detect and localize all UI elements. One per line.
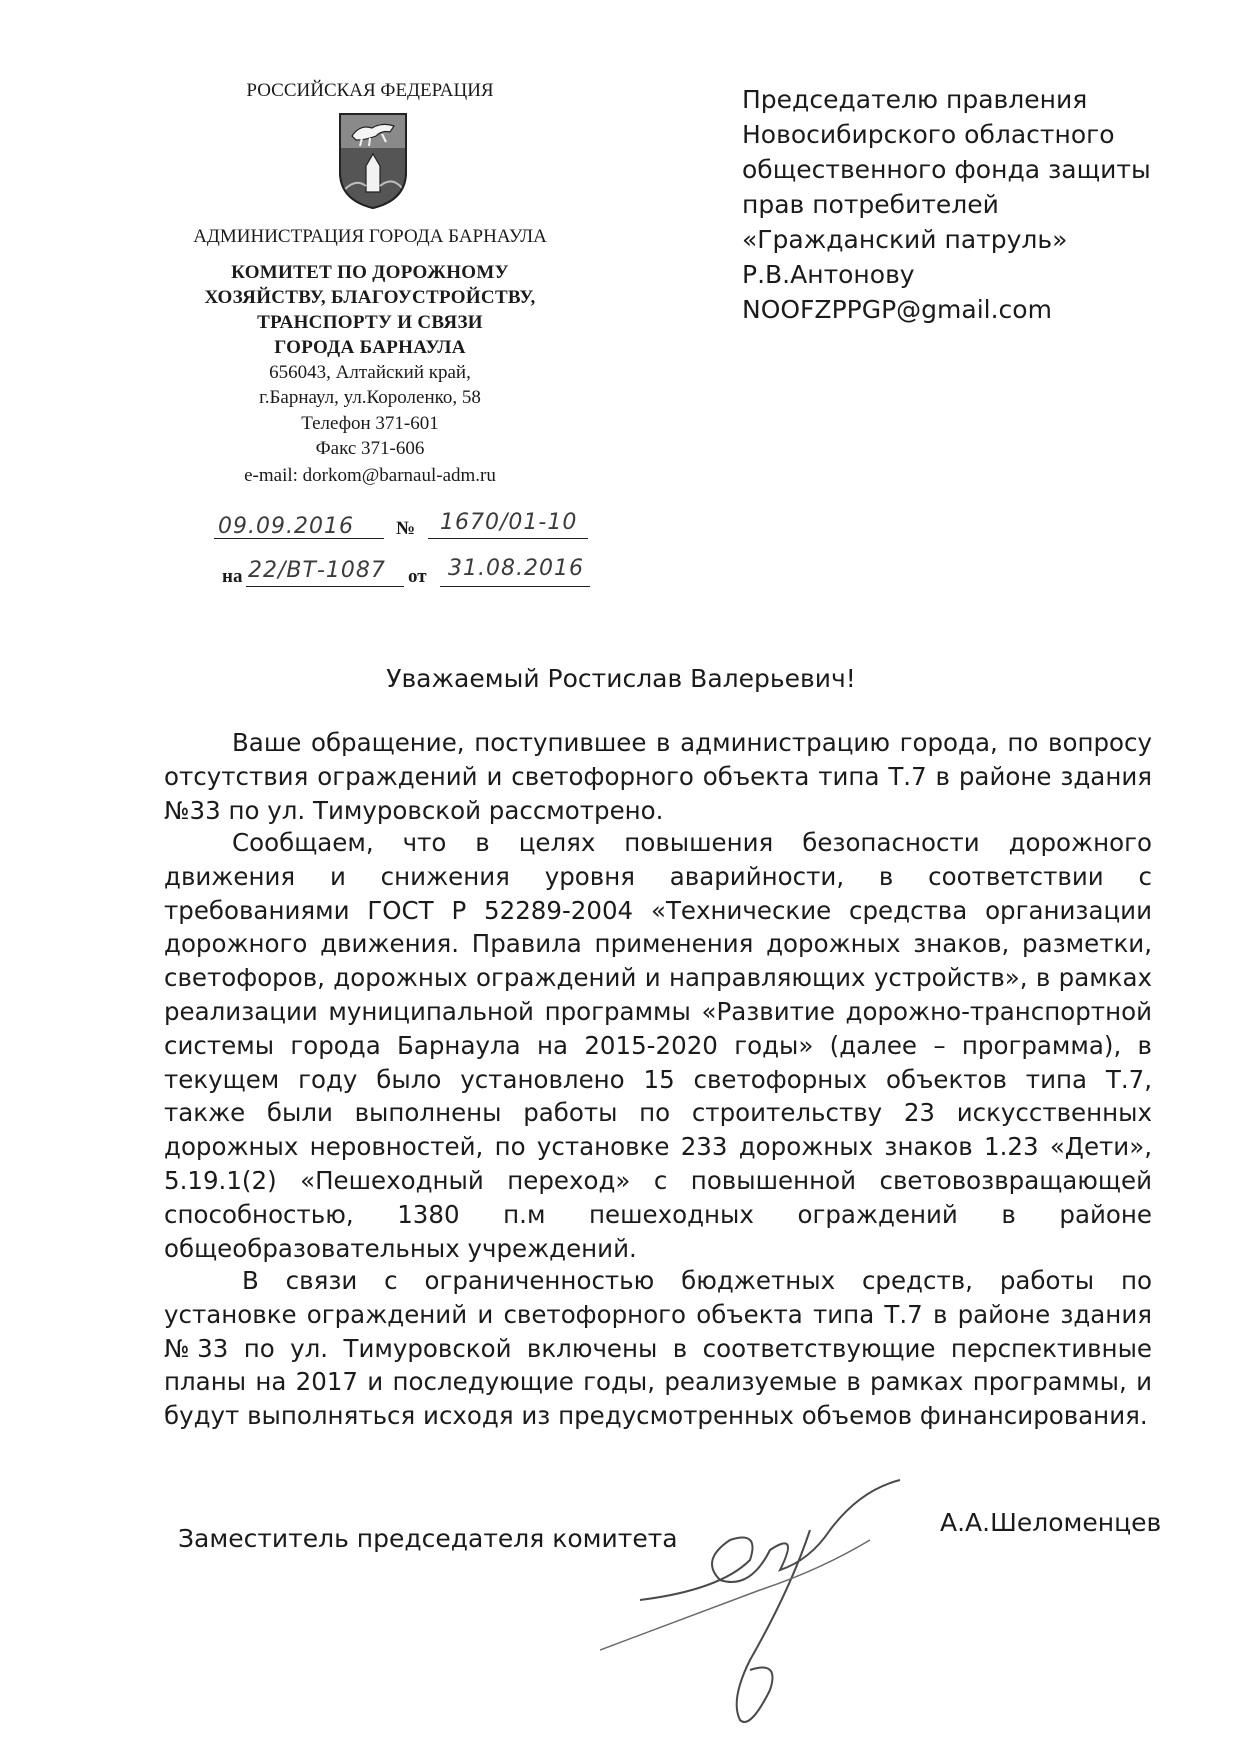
reply-label: на	[222, 566, 243, 587]
addressee-line: Новосибирского областного	[742, 120, 1115, 149]
letterhead-administration: АДМИНИСТРАЦИЯ ГОРОДА БАРНАУЛА	[193, 226, 547, 247]
letterhead-committee-line: ХОЗЯЙСТВУ, БЛАГОУСТРОЙСТВУ,	[204, 287, 536, 308]
addressee-line: общественного фонда защиты	[742, 155, 1151, 184]
reply-date-underline	[440, 586, 590, 587]
salutation: Уважаемый Ростислав Валерьевич!	[386, 664, 856, 693]
barnaul-coat-of-arms-icon	[336, 110, 410, 210]
addressee-line: прав потребителей	[742, 190, 999, 219]
addressee-name: Р.В.Антонову	[742, 260, 915, 289]
from-label: от	[408, 566, 427, 587]
addressee-block	[742, 82, 1212, 327]
addressee-line: «Гражданский патруль»	[742, 225, 1068, 254]
letterhead-fax: Факс 371-606	[315, 438, 425, 459]
letterhead-email: e-mail: dorkom@barnaul-adm.ru	[244, 465, 496, 486]
date-underline	[214, 538, 384, 539]
body-paragraph: Сообщаем, что в целях повышения безопасности дорожного движения и снижения уровня аварийности, в соответствии с требованиями ГОСТ Р 52289-2004 «Технические средства организации дорожного движения. Правила применения дорожных знаков, разметки, светофоров, дорожных ограждений и направляющих устройств», в рамках реализации муниципальной программы «Развитие дорожно-транспортной системы города Барнаула на 2015-2020 годы» (далее – программа), в текущем году было установлено 15 светофорных объектов типа Т.7, также были выполнены работы по строительству 23 искусственных дорожных неровностей, по установке 233 дорожных знаков 1.23 «Дети», 5.19.1(2) «Пешеходный переход» с повышенной световозвращающей способностью, 1380 п.м пешеходных ограждений в районе общеобразовательных учреждений.	[164, 828, 1152, 1263]
addressee-email: NOOFZPPGP@gmail.com	[742, 295, 1052, 324]
body-paragraph: В связи с ограниченностью бюджетных средств, работы по установке ограждений и светофорного объекта типа Т.7 в районе здания №33 по ул. Тимуровской включены в соответствующие перспективные планы на 2017 и последующие годы, реализуемые в рамках программы, и будут выполняться исходя из предусмотренных объемов финансирования.	[164, 1266, 1152, 1431]
reply-number: 22/ВТ-1087	[248, 558, 386, 583]
number-underline	[428, 538, 588, 539]
letterhead-phone: Телефон 371-601	[301, 413, 439, 434]
signatory-position: Заместитель председателя комитета	[178, 1524, 678, 1553]
signatory-name: А.А.Шеломенцев	[940, 1508, 1162, 1537]
reply-date: 31.08.2016	[448, 556, 584, 581]
outgoing-number: 1670/01-10	[440, 510, 578, 535]
body-paragraph: Ваше обращение, поступившее в администрацию города, по вопросу отсутствия ограждений и светофорного объекта типа Т.7 в районе здания №33 по ул. Тимуровской рассмотрено.	[164, 728, 1152, 825]
letterhead-address-line: 656043, Алтайский край,	[269, 362, 471, 383]
letterhead-country: РОССИЙСКАЯ ФЕДЕРАЦИЯ	[246, 80, 494, 101]
letterhead-committee-line: КОМИТЕТ ПО ДОРОЖНОМУ	[231, 262, 509, 283]
handwritten-signature	[600, 1470, 930, 1740]
outgoing-date: 09.09.2016	[218, 514, 354, 539]
letterhead-address-line: г.Барнаул, ул.Короленко, 58	[259, 387, 481, 408]
letterhead-committee-line: ГОРОДА БАРНАУЛА	[274, 337, 466, 358]
number-label: №	[396, 518, 416, 539]
addressee-line: Председателю правления	[742, 85, 1088, 114]
letterhead-committee-line: ТРАНСПОРТУ И СВЯЗИ	[257, 312, 483, 333]
reply-number-underline	[246, 586, 404, 587]
